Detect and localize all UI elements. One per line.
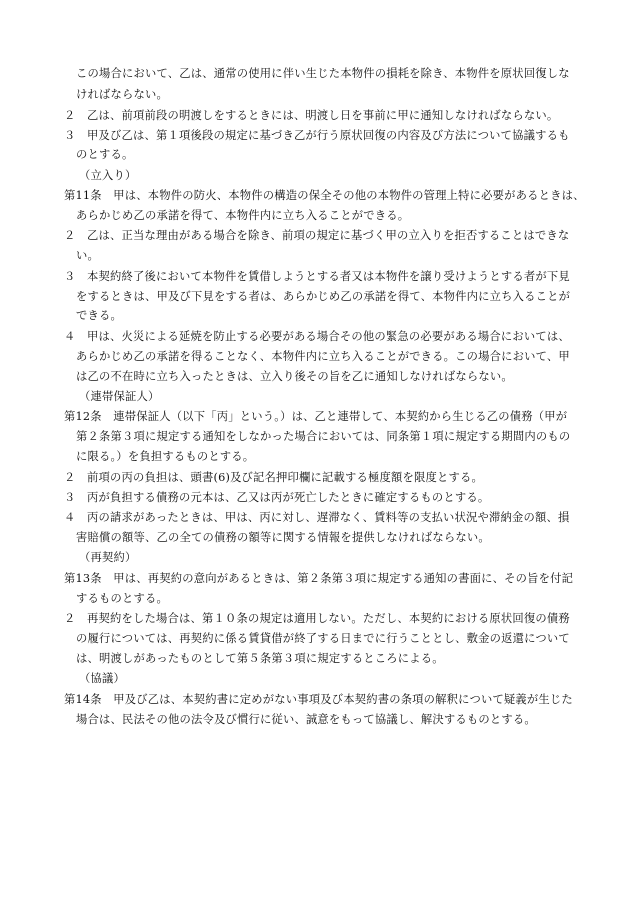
text-line: ４ 丙の請求があったときは、甲は、丙に対し、遅滞なく、賃料等の支払い状況や滞納金の額、損	[64, 511, 570, 524]
text-line: ３ 本契約終了後において本物件を賃借しようとする者又は本物件を譲り受けようとする者が下見	[64, 270, 570, 283]
section-heading: （連帯保証人）	[79, 390, 160, 403]
text-line: ２ 乙は、正当な理由がある場合を除き、前項の規定に基づく甲の立入りを拒否することはできな	[64, 229, 570, 242]
article-line: 第12条 連帯保証人（以下「丙」という。）は、乙と連帯して、本契約から生じる乙の債務（甲が	[64, 410, 568, 423]
text-line: ２ 再契約をした場合は、第１０条の規定は適用しない。ただし、本契約における原状回復の債務	[64, 612, 570, 625]
text-line: 第２条第３項に規定する通知をしなかった場合においては、同条第１項に規定する期間内のもの	[76, 430, 571, 443]
text-line: ４ 甲は、火災による延焼を防止する必要がある場合その他の緊急の必要がある場合においては、	[64, 330, 570, 343]
text-line: あらかじめ乙の承諾を得て、本物件内に立ち入ることができる。	[76, 209, 410, 222]
section-heading: （再契約）	[79, 551, 137, 564]
section-heading: （立入り）	[79, 169, 137, 182]
text-line: は、明渡しがあったものとして第５条第３項に規定するところによる。	[76, 652, 444, 665]
text-line: ３ 甲及び乙は、第１項後段の規定に基づき乙が行う原状回復の内容及び方法について協議するも	[64, 129, 570, 142]
text-line: ２ 前項の丙の負担は、頭書(6)及び記名押印欄に記載する極度額を限度とする。	[64, 471, 483, 484]
text-line: に限る。）を負担するものとする。	[76, 450, 255, 463]
text-line: をするときは、甲及び下見をする者は、あらかじめ乙の承諾を得て、本物件内に立ち入ることが	[76, 290, 571, 303]
text-line: この場合において、乙は、通常の使用に伴い生じた本物件の損耗を除き、本物件を原状回復しな	[76, 67, 570, 80]
text-line: できる。	[76, 309, 122, 322]
text-line: ３ 丙が負担する債務の元本は、乙又は丙が死亡したときに確定するものとする。	[64, 491, 490, 504]
text-line: の履行については、再契約に係る賃貸借が終了する日までに行うこととし、敷金の返還について	[76, 632, 570, 645]
text-line: するものとする。	[76, 592, 168, 605]
text-line: い。	[76, 249, 99, 262]
text-line: のとする。	[76, 148, 134, 161]
text-line: ければならない。	[76, 88, 168, 101]
text-line: 害賠償の額等、乙の全ての債務の額等に関する情報を提供しなければならない。	[76, 531, 490, 544]
text-line: は乙の不在時に立ち入ったときは、立入り後その旨を乙に通知しなければならない。	[76, 370, 513, 383]
section-heading: （協議）	[79, 672, 125, 685]
text-line: あらかじめ乙の承諾を得ることなく、本物件内に立ち入ることができる。この場合において、甲	[76, 350, 570, 363]
text-line: 場合は、民法その他の法令及び慣行に従い、誠意をもって協議し、解決するものとする。	[76, 713, 536, 726]
article-line: 第13条 甲は、再契約の意向があるときは、第２条第３項に規定する通知の書面に、その旨を付記	[64, 572, 574, 585]
text-line: ２ 乙は、前項前段の明渡しをするときには、明渡し日を事前に甲に通知しなければならない。	[64, 109, 559, 122]
article-line: 第14条 甲及び乙は、本契約書に定めがない事項及び本契約書の条項の解釈について疑義が生じた	[64, 693, 573, 706]
article-line: 第11条 甲は、本物件の防火、本物件の構造の保全その他の本物件の管理上特に必要があるときは、	[64, 189, 585, 202]
